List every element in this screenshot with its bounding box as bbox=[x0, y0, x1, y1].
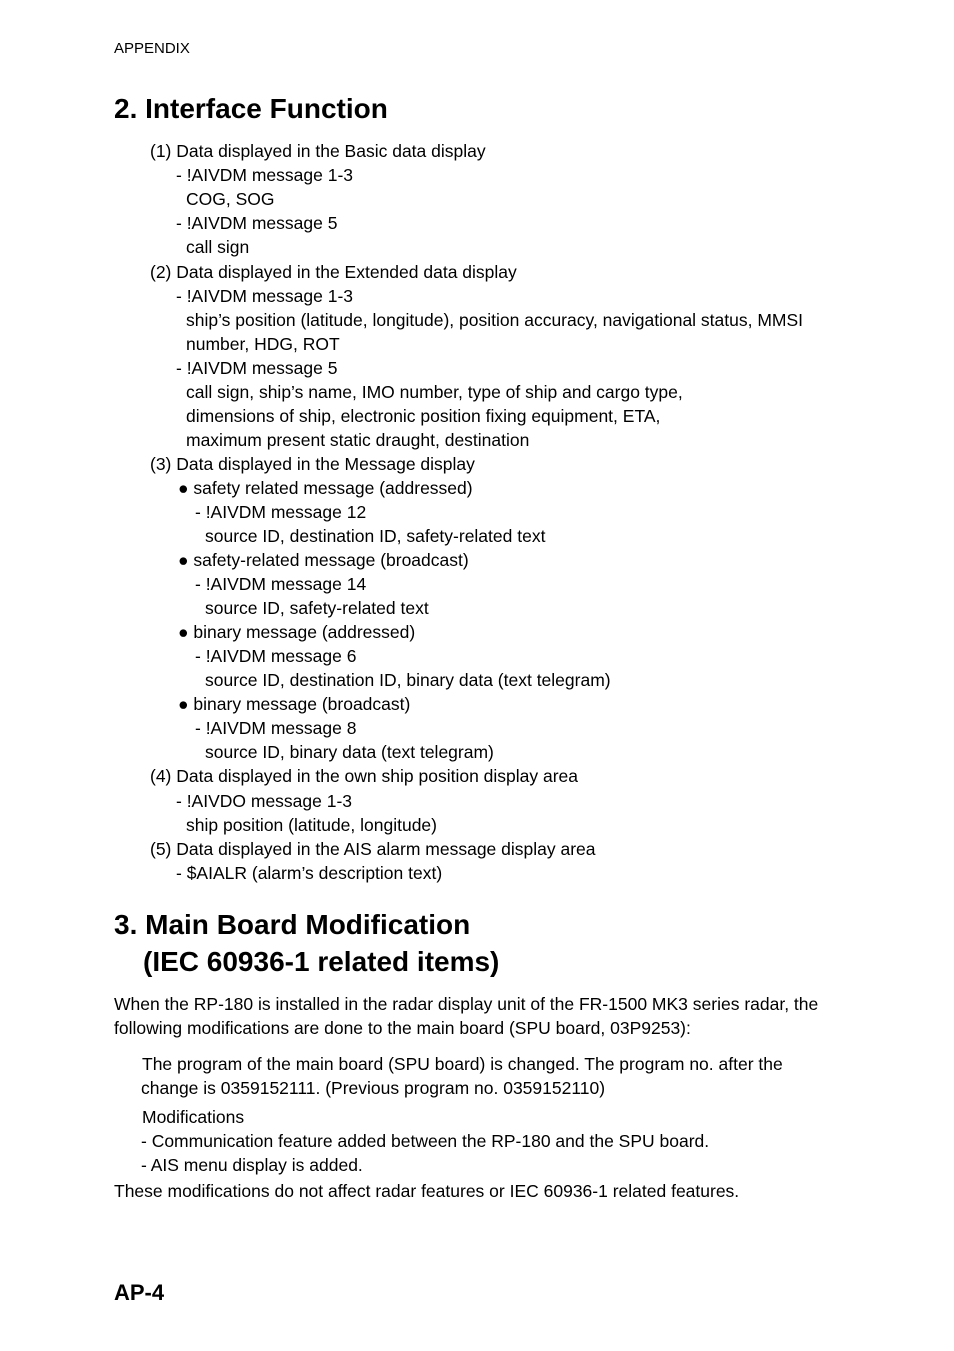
text-line: When the RP-180 is installed in the radar display unit of the FR-1500 MK3 series radar, the bbox=[114, 994, 819, 1014]
text-line: ● binary message (addressed) bbox=[178, 622, 416, 642]
text-line: - !AIVDM message 1-3 bbox=[176, 165, 353, 185]
text-line: COG, SOG bbox=[186, 189, 275, 209]
text-line: - !AIVDM message 6 bbox=[195, 646, 357, 666]
text-line: (2) Data displayed in the Extended data display bbox=[150, 262, 517, 282]
text-line: - !AIVDM message 1-3 bbox=[176, 286, 353, 306]
text-line: ship’s position (latitude, longitude), position accuracy, navigational status, MMSI bbox=[186, 310, 804, 330]
text-line: source ID, destination ID, safety-related text bbox=[205, 526, 546, 546]
running-header: APPENDIX bbox=[114, 40, 190, 57]
text-line: - !AIVDM message 14 bbox=[195, 574, 367, 594]
text-line: maximum present static draught, destination bbox=[186, 430, 530, 450]
text-line: dimensions of ship, electronic position fixing equipment, ETA, bbox=[186, 406, 661, 426]
text-line: following modifications are done to the main board (SPU board, 03P9253): bbox=[114, 1018, 691, 1038]
text-line: ship position (latitude, longitude) bbox=[186, 815, 437, 835]
text-line: (3) Data displayed in the Message display bbox=[150, 454, 475, 474]
text-line: (4) Data displayed in the own ship position display area bbox=[150, 766, 579, 786]
text-line: call sign, ship’s name, IMO number, type of ship and cargo type, bbox=[186, 382, 683, 402]
text-line: call sign bbox=[186, 237, 250, 257]
text-line: source ID, destination ID, binary data (text telegram) bbox=[205, 670, 611, 690]
section-3-title-line-2: (IEC 60936-1 related items) bbox=[143, 946, 500, 977]
text-line: The program of the main board (SPU board) is changed. The program no. after the bbox=[142, 1054, 783, 1074]
text-line: - Communication feature added between the RP-180 and the SPU board. bbox=[141, 1131, 710, 1151]
text-line: (5) Data displayed in the AIS alarm message display area bbox=[150, 839, 596, 859]
text-line: - !AIVDM message 12 bbox=[195, 502, 367, 522]
text-line: - AIS menu display is added. bbox=[141, 1155, 363, 1175]
page-number: AP-4 bbox=[114, 1280, 165, 1305]
text-line: - $AIALR (alarm’s description text) bbox=[176, 863, 443, 883]
text-line: - !AIVDM message 5 bbox=[176, 358, 338, 378]
text-line: number, HDG, ROT bbox=[186, 334, 340, 354]
text-line: change is 0359152111. (Previous program no. 0359152110) bbox=[141, 1078, 606, 1098]
section-3-title-line-1: 3. Main Board Modification bbox=[114, 909, 471, 940]
text-line: ● safety-related message (broadcast) bbox=[178, 550, 469, 570]
text-line: ● safety related message (addressed) bbox=[178, 478, 473, 498]
text-line: ● binary message (broadcast) bbox=[178, 694, 411, 714]
text-line: Modifications bbox=[142, 1107, 245, 1127]
text-line: source ID, safety-related text bbox=[205, 598, 429, 618]
text-line: (1) Data displayed in the Basic data display bbox=[150, 141, 486, 161]
section-2-title: 2. Interface Function bbox=[114, 93, 388, 124]
text-line: source ID, binary data (text telegram) bbox=[205, 742, 494, 762]
text-line: These modifications do not affect radar features or IEC 60936-1 related features. bbox=[114, 1181, 740, 1201]
text-line: - !AIVDM message 5 bbox=[176, 213, 338, 233]
text-line: - !AIVDM message 8 bbox=[195, 718, 357, 738]
text-line: - !AIVDO message 1-3 bbox=[176, 791, 353, 811]
